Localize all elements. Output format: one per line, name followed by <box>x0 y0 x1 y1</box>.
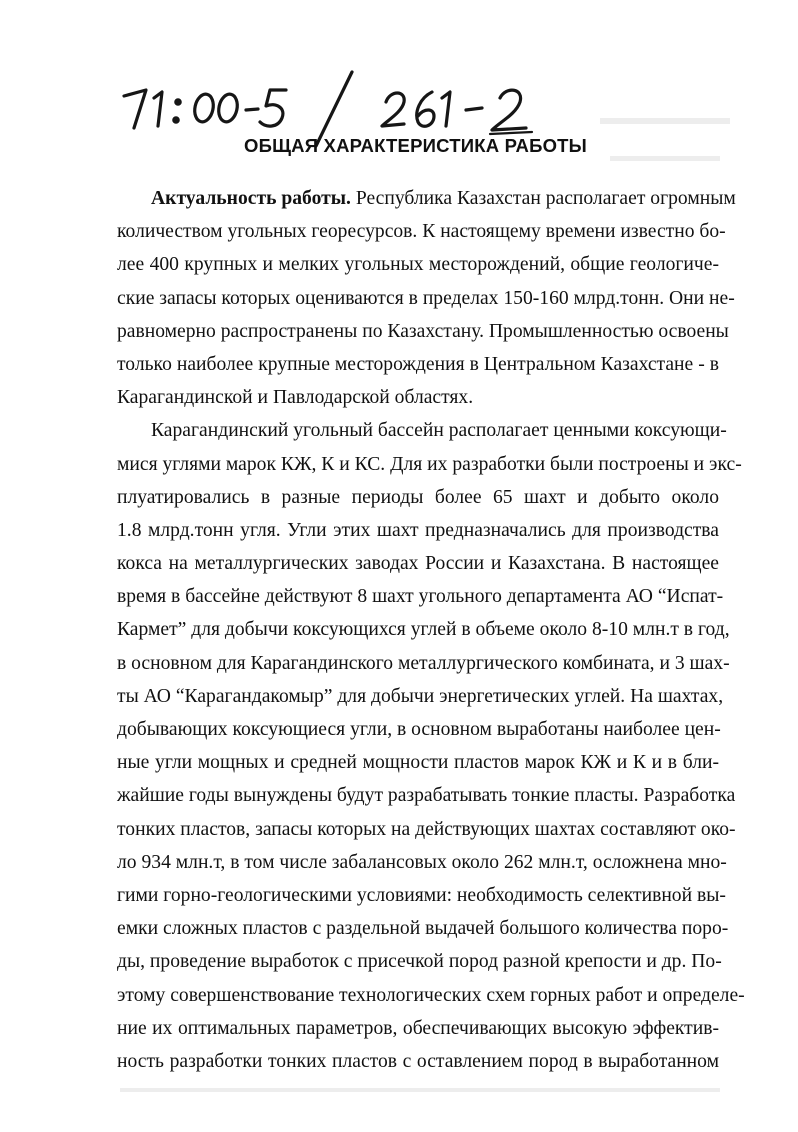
text-line: этому совершенствование технологических схем горных работ и определе- <box>117 984 745 1006</box>
text-line: время в бассейне действуют 8 шахт угольного департамента АО “Испат- <box>117 586 724 608</box>
text-line: только наиболее крупные месторождения в Центральном Казахстане - в <box>117 353 719 375</box>
text-line: тонких пластов, запасы которых на действующих шахтах составляют око- <box>117 818 736 840</box>
scan-noise <box>120 1088 720 1092</box>
text-line: количеством угольных георесурсов. К настоящему времени известно бо- <box>117 221 726 243</box>
text-line-rest: Республика Казахстан располагает огромным <box>350 188 736 209</box>
text-line: ние их оптимальных параметров, обеспечивающих высокую эффектив- <box>117 1017 719 1039</box>
text-line: гими горно-геологическими условиями: необходимость селективной вы- <box>117 884 726 906</box>
scan-noise <box>610 156 720 161</box>
scan-noise <box>600 118 730 124</box>
text-line: лее 400 крупных и мелких угольных месторождений, общие геологиче- <box>117 254 719 276</box>
text-line: ность разработки тонких пластов с оставлением пород в выработанном <box>117 1050 719 1072</box>
text-line: добывающих коксующиеся угли, в основном выработаны наиболее цен- <box>117 719 721 740</box>
text-line: ские запасы которых оцениваются в пределах 150-160 млрд.тонн. Они не- <box>117 287 735 309</box>
text-line: кокса на металлургических заводах России и Казахстана. В настоящее <box>117 553 719 575</box>
text-line: емки сложных пластов с раздельной выдачей большого количества поро- <box>117 918 729 940</box>
text-line: ды, проведение выработок с присечкой пород разной крепости и др. По- <box>117 951 722 973</box>
text-line: Карагандинский угольный бассейн располагает ценными коксующи- <box>151 420 727 442</box>
text-line <box>117 182 736 215</box>
text-line: ло 934 млн.т, в том числе забалансовых около 262 млн.т, осложнена мно- <box>117 851 727 873</box>
text-line: ты АО “Карагандакомыр” для добычи энергетических углей. На шахтах, <box>117 685 724 707</box>
document-body <box>117 182 745 1078</box>
text-line: ные угли мощных и средней мощности пластов марок КЖ и К и в бли- <box>117 752 719 774</box>
text-line: Кармет” для добычи коксующихся углей в объеме около 8-10 млн.т в год, <box>117 619 730 641</box>
text-line: жайшие годы вынуждены будут разрабатывать тонкие пласты. Разработка <box>117 785 736 807</box>
text-line: равномерно распространены по Казахстану. Промышленностью освоены <box>117 320 729 342</box>
text-line: Карагандинской и Павлодарской областях. <box>117 387 474 409</box>
text-line: мися углями марок КЖ, К и КС. Для их разработки были построены и экс- <box>117 453 742 475</box>
text-line: в основном для Карагандинского металлургического комбината, и 3 шах- <box>117 652 730 674</box>
text-line: 1.8 млрд.тонн угля. Угли этих шахт предназначались для производства <box>117 519 719 541</box>
text-line: плуатировались в разные периоды более 65 шахт и добыто около <box>117 486 719 508</box>
lead-phrase: Актуальность работы. <box>151 188 351 209</box>
section-heading: ОБЩАЯ ХАРАКТЕРИСТИКА РАБОТЫ <box>244 135 587 156</box>
